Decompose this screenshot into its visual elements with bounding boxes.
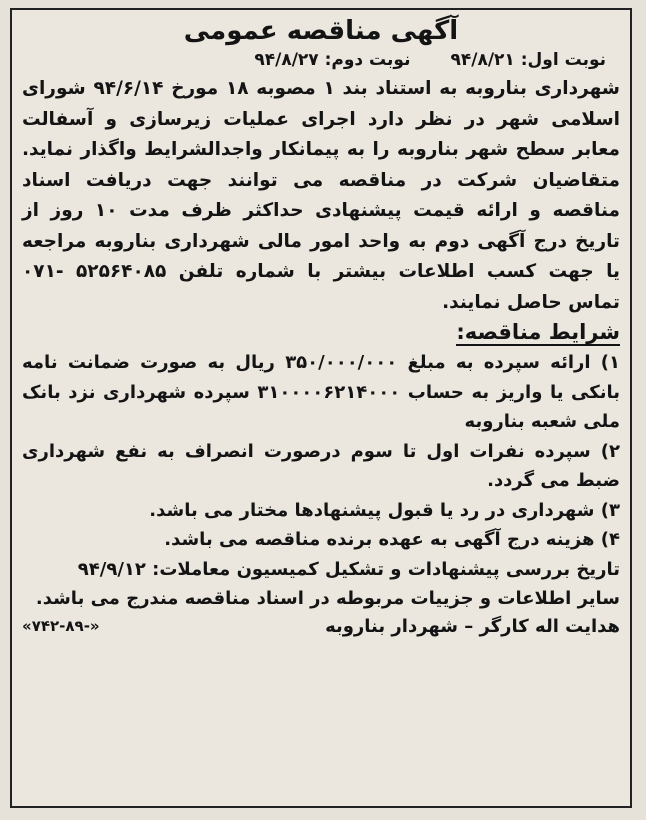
notice-frame: [10, 8, 632, 808]
second-round: نوبت دوم: ۹۴/۸/۲۷: [254, 50, 411, 70]
condition-item: ۱) ارائه سپرده به مبلغ ۳۵۰/۰۰۰/۰۰۰ ریال به صورت ضمانت نامه بانکی یا واریز به حساب ۳۱۰۰۰۰۶۲۱۴۰۰۰ سپرده شهرداری نزد بانک ملی شعبه بناروبه: [22, 352, 621, 432]
review-date: تاریخ بررسی پیشنهادات و تشکیل کمیسیون معاملات: ۹۴/۹/۱۲: [77, 558, 620, 580]
condition-item: ۴) هزینه درج آگهی به عهده برنده مناقصه می باشد.: [164, 529, 620, 550]
notice-content: [18, 14, 624, 802]
signature: هدایت اله کارگر – شهردار بناروبه: [325, 615, 620, 637]
first-round: نوبت اول: ۹۴/۸/۲۱: [450, 50, 606, 70]
condition-item: ۳) شهرداری در رد یا قبول پیشنهادها مختار می باشد.: [149, 499, 620, 521]
notice-code: «۷۴۲-۸۹-»: [22, 617, 100, 635]
notice-footer: [18, 614, 624, 637]
other-info: سایر اطلاعات و جزییات مربوطه در اسناد مناقصه مندرج می باشد.: [35, 588, 620, 609]
notice-body: شهرداری بناروبه به استناد بند ۱ مصوبه ۱۸ مورخ ۹۴/۶/۱۴ شورای اسلامی شهر در نظر دارد اجرای عملیات زیرسازی و آسفالت معابر سطح شهر بناروبه را به پیمانکار واجدالشرایط واگذار نماید. متقاضیان شرکت در مناقصه می توانند جهت دریافت اسناد مناقصه و ارائه قیمت پیشنهادی حداکثر ظرف مدت ۱۰ روز از تاریخ درج آگهی دوم به واحد امور مالی شهرداری بناروبه مراجعه یا جهت کسب اطلاعات بیشتر با شماره تلفن ۵۲۵۶۴۰۸۵ -۰۷۱ تماس حاصل نمایند.: [22, 78, 621, 313]
condition-item: ۲) سپرده نفرات اول تا سوم درصورت انصراف به نفع شهرداری ضبط می گردد.: [22, 440, 620, 491]
conditions-section: [18, 318, 624, 555]
conditions-title: شرایط مناقصه:: [456, 320, 620, 344]
notice-title: آگهی مناقصه عمومی: [183, 16, 459, 46]
publication-rounds: [18, 50, 624, 70]
